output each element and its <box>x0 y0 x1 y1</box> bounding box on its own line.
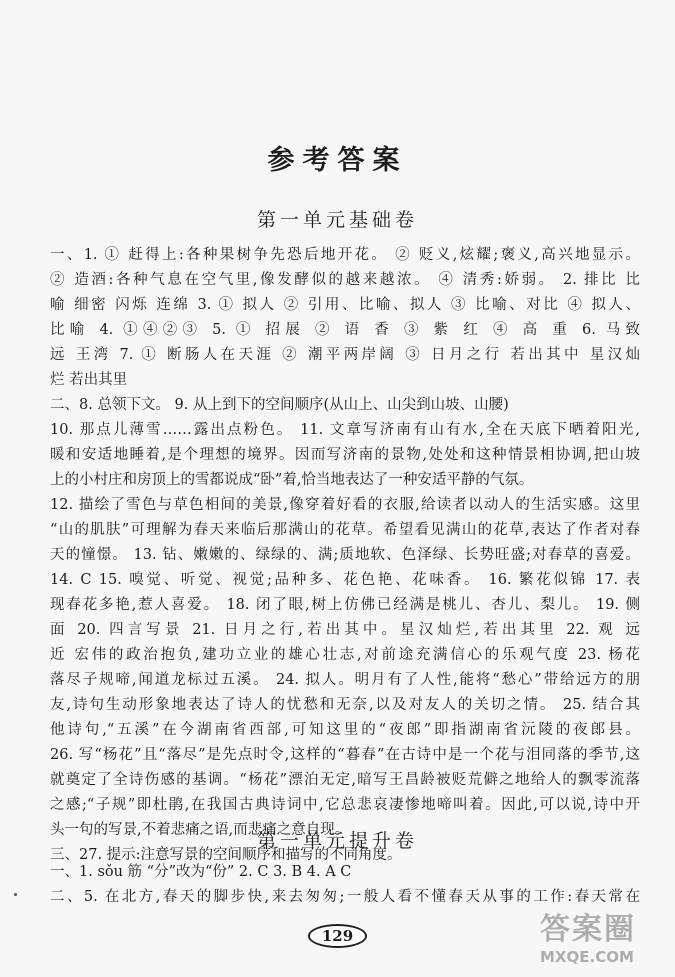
margin-mark <box>14 893 17 896</box>
answer-line: 之感;“子规”即杜鹃,在我国古典诗词中,它总悲哀凄惨地啼叫着。因此,可以说,诗中开 <box>50 797 640 813</box>
answer-line: 落尽子规啼,闻道龙标过五溪。 24. 拟人。明月有了人性,能将“愁心”带给远方的朋 <box>50 672 640 688</box>
page-title: 参考答案 <box>267 145 408 176</box>
answer-line: 现春花多艳,惹人喜爱。 18. 闭了眼,树上仿佛已经满是桃儿、杏儿、梨儿。 19. 侧 <box>50 597 640 613</box>
answer-line: 一、1. sǒu 筋 “分”改为“份” 2. C 3. B 4. A C <box>50 864 352 880</box>
answer-line: 14. C 15. 嗅觉、听觉、视觉;品种多、花色艳、花味香。 16. 繁花似锦 17. 表 <box>50 572 640 588</box>
section-title-advanced: 第一单元提升卷 <box>256 830 418 852</box>
answer-line: 上的小村庄和房顶上的雪都说成“卧”着,恰当地表达了一种安适平静的气氛。 <box>50 472 534 488</box>
answer-line: 友,诗句生动形象地表达了诗人的忧愁和无奈,以及对友人的关切之情。 25. 结合其 <box>50 697 640 713</box>
answer-line: 12. 描绘了雪色与草色相间的美景,像穿着好看的衣服,给读者以动人的生活实感。这里 <box>50 497 640 513</box>
answer-line: 头一句的写景,不着悲痛之语,而悲痛之意自现。 <box>50 822 350 838</box>
section-title-basic: 第一单元基础卷 <box>256 209 418 231</box>
answer-block-basic <box>50 243 640 868</box>
answer-line: 三、27. 提示:注意写景的空间顺序和描写的不同角度。 <box>50 847 402 863</box>
answer-line: 暖和安适地睡着,是个理想的境界。因而写济南的景物,处处和这种情景相协调,把山坡 <box>50 447 640 463</box>
page-number-badge: 129 <box>308 924 367 948</box>
answer-line: 天的憧憬。 13. 钻、嫩嫩的、绿绿的、满;质地软、色泽绿、长势旺盛;对春草的喜爱。 <box>50 547 640 563</box>
answer-line: 面 20. 四言写景 21. 日月之行,若出其中。星汉灿烂,若出其里 22. 观 远 <box>50 622 640 638</box>
answer-line: 一、1. ① 赶得上:各种果树争先恐后地开花。 ② 贬义,炫耀;褒义,高兴地显示。 <box>50 247 640 263</box>
watermark-logo <box>540 912 670 972</box>
answer-line: 他诗句,“五溪”在今湖南省西部,可知这里的“夜郎”即指湖南省沅陵的夜郎县。 <box>50 722 640 738</box>
watermark-mark: 答案圈 <box>540 912 636 947</box>
answer-line: 烂 若出其里 <box>50 372 128 388</box>
answer-line: ② 造酒:各种气息在空气里,像发酵似的越来越浓。 ④ 清秀:娇弱。 2. 排比 比 <box>50 272 640 288</box>
answer-line: 10. 那点儿薄雪……露出点粉色。 11. 文章写济南有山有水,全在天底下晒着阳光, <box>50 422 640 438</box>
answer-line: 喻 细密 闪烁 连绵 3. ① 拟人 ② 引用、比喻、拟人 ③ 比喻、对比 ④ 拟人、 <box>50 297 640 313</box>
answer-line: 远 王湾 7. ① 断肠人在天涯 ② 潮平两岸阔 ③ 日月之行 若出其中 星汉灿 <box>50 347 640 363</box>
watermark-site: MXQE.COM <box>540 948 634 966</box>
answer-line: 26. 写“杨花”且“落尽”是先点时令,这样的“暮春”在古诗中是一个花与泪同落的季节,这 <box>50 747 640 763</box>
answer-block-advanced <box>50 860 640 910</box>
answer-line: “山的肌肤”可理解为春天来临后那满山的花草。希望看见满山的花草,表达了作者对春 <box>50 522 640 538</box>
answer-line: 就奠定了全诗伤感的基调。“杨花”漂泊无定,暗写王昌龄被贬荒僻之地给人的飘零流落 <box>50 772 640 788</box>
answer-line: 近 宏伟的政治抱负,建功立业的雄心壮志,对前途充满信心的乐观气度 23. 杨花 <box>50 647 640 663</box>
answer-line: 二、8. 总领下文。 9. 从上到下的空间顺序(从山上、山尖到山坡、山腰) <box>50 397 509 413</box>
answer-line: 比喻 4. ①④②③ 5. ① 招展 ② 语 香 ③ 紫 红 ④ 高 重 6. 马致 <box>50 322 640 338</box>
answer-line: 二、5. 在北方,春天的脚步快,来去匆匆;一般人看不懂春天从事的工作:春天常在 <box>50 889 640 905</box>
